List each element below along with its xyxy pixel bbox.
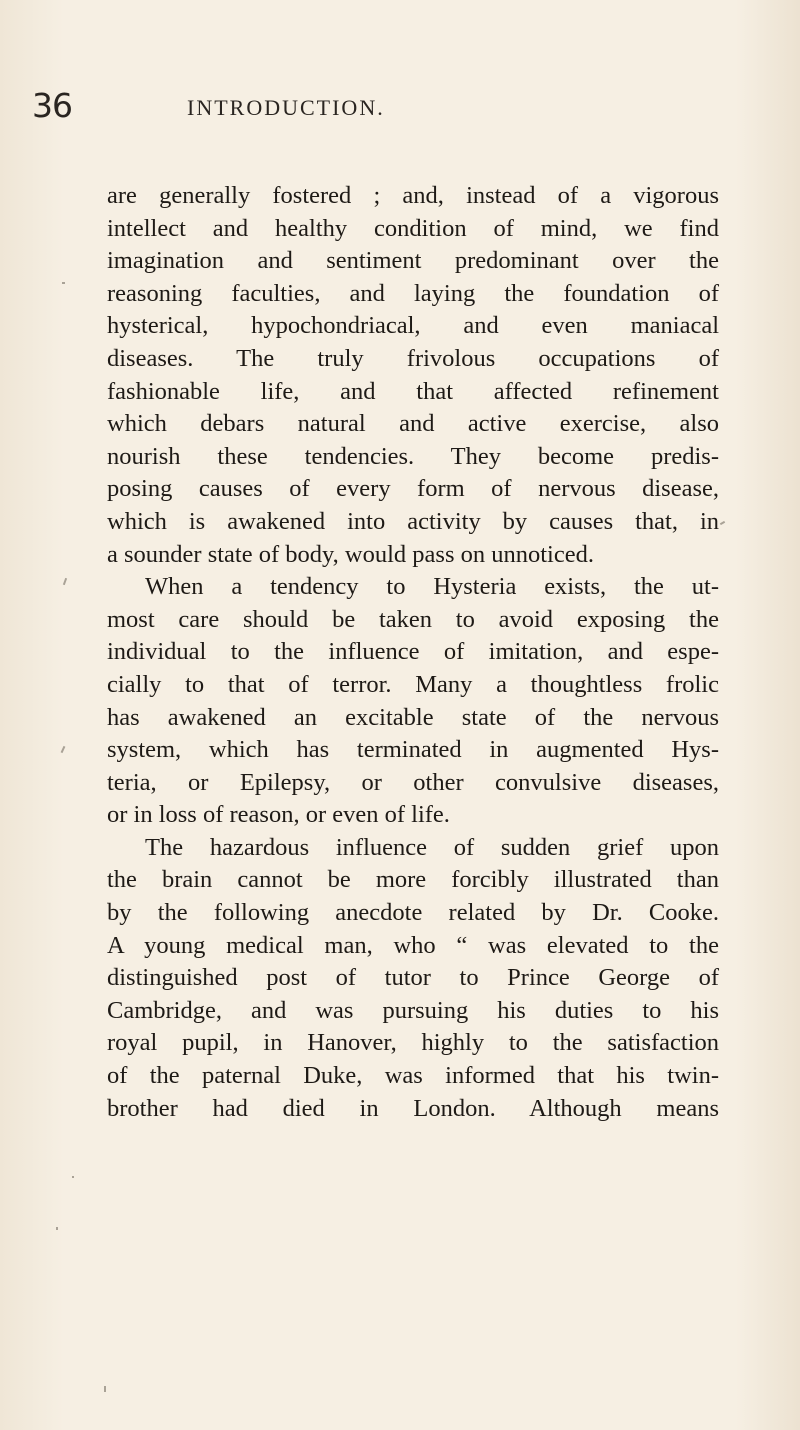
text-line: system, which has terminated in augmented Hys- [107,736,719,764]
text-line: Cambridge, and was pursuing his duties to his [107,996,719,1024]
body-text [107,180,719,1125]
text-line: has awakened an excitable state of the nervous [107,703,719,731]
text-line: fashionable life, and that affected refinement [107,377,719,405]
text-line: distinguished post of tutor to Prince George of [107,964,719,992]
running-head: INTRODUCTION. [187,95,385,120]
text-line: reasoning faculties, and laying the foundation of [107,279,719,307]
text-line: royal pupil, in Hanover, highly to the satisfaction [107,1029,719,1057]
scan-speck [61,746,66,753]
text-line: nourish these tendencies. They become predis- [107,442,719,470]
scan-speck [720,521,725,525]
paragraph-start-line: The hazardous influence of sudden grief upon [145,833,719,861]
text-line: A young medical man, who “ was elevated to the [107,931,719,959]
text-line: the brain cannot be more forcibly illustrated than [107,866,719,894]
scan-speck [104,1386,106,1392]
text-line: most care should be taken to avoid exposing the [107,605,719,633]
page-header [32,86,772,136]
text-line: cially to that of terror. Many a thoughtless frolic [107,670,719,698]
scan-speck [72,1176,74,1178]
text-line: of the paternal Duke, was informed that his twin- [107,1062,719,1090]
text-line: imagination and sentiment predominant over the [107,247,719,275]
text-line: intellect and healthy condition of mind, we find [107,214,719,242]
text-line: a sounder state of body, would pass on unnoticed. [107,540,594,568]
text-line: by the following anecdote related by Dr. Cooke. [107,899,719,927]
text-line: brother had died in London. Although means [107,1094,719,1122]
text-line: hysterical, hypochondriacal, and even maniacal [107,312,719,340]
paragraph-start-line: When a tendency to Hysteria exists, the ut- [145,573,719,601]
text-line: individual to the influence of imitation, and espe- [107,638,719,666]
text-line: which debars natural and active exercise, also [107,410,719,438]
text-line: teria, or Epilepsy, or other convulsive diseases, [107,768,719,796]
text-line: are generally fostered ; and, instead of a vigorous [107,182,719,209]
text-line: posing causes of every form of nervous disease, [107,475,719,503]
page-number: 36 [32,86,72,125]
text-line: diseases. The truly frivolous occupations of [107,344,719,372]
scan-speck [62,282,65,284]
text-line: which is awakened into activity by causes that, in [107,507,719,535]
scan-speck [56,1227,58,1230]
scan-speck [63,578,67,585]
text-line: or in loss of reason, or even of life. [107,801,450,829]
